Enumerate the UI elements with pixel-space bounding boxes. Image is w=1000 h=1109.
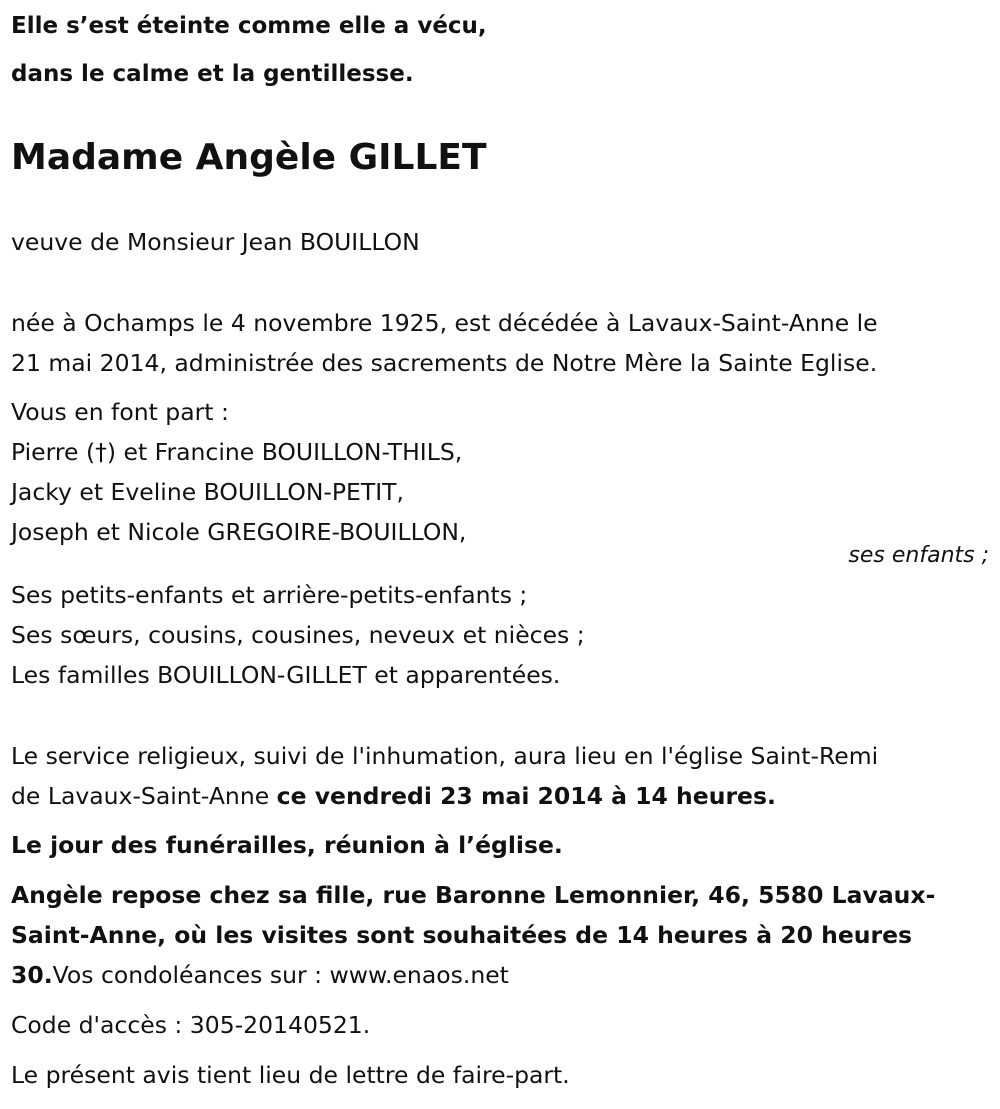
service-line-2: [11, 776, 776, 816]
deceased-name: Madame Angèle GILLET: [11, 137, 487, 178]
relative-line: Les familles BOUILLON-GILLET et apparentées.: [11, 661, 561, 689]
child-line: Jacky et Eveline BOUILLON-PETIT,: [11, 478, 405, 506]
child-line: Joseph et Nicole GREGOIRE-BOUILLON,: [11, 518, 467, 546]
visit-line-2: Saint-Anne, où les visites sont souhaitées de 14 heures à 20 heures: [11, 921, 913, 949]
family-intro: Vous en font part :: [11, 398, 229, 426]
visit-time-end: 30.: [11, 961, 53, 989]
condolences-info: Vos condoléances sur : www.enaos.net: [52, 961, 509, 989]
birth-death-line-1: née à Ochamps le 4 novembre 1925, est décédée à Lavaux-Saint-Anne le: [11, 309, 878, 337]
visit-line-1: Angèle repose chez sa fille, rue Baronne Lemonnier, 46, 5580 Lavaux-: [11, 881, 936, 909]
intro-line-1: Elle s’est éteinte comme elle a vécu,: [11, 13, 487, 39]
child-line: Pierre (†) et Francine BOUILLON-THILS,: [11, 438, 463, 466]
relative-line: Ses petits-enfants et arrière-petits-enfants ;: [11, 581, 528, 609]
spouse-line: veuve de Monsieur Jean BOUILLON: [11, 228, 420, 256]
visit-line-3: [11, 955, 509, 995]
service-place: de Lavaux-Saint-Anne: [11, 782, 277, 810]
intro-line-2: dans le calme et la gentillesse.: [11, 61, 414, 87]
service-line-1: Le service religieux, suivi de l'inhumation, aura lieu en l'église Saint-Remi: [11, 742, 879, 770]
access-code: Code d'accès : 305-20140521.: [11, 1011, 371, 1039]
relative-line: Ses sœurs, cousins, cousines, neveux et nièces ;: [11, 621, 585, 649]
meeting-info: Le jour des funérailles, réunion à l’église.: [11, 831, 563, 859]
children-label: ses enfants ;: [848, 543, 989, 568]
birth-death-line-2: 21 mai 2014, administrée des sacrements de Notre Mère la Sainte Eglise.: [11, 349, 878, 377]
service-date: ce vendredi 23 mai 2014 à 14 heures.: [276, 782, 776, 810]
notice-line: Le présent avis tient lieu de lettre de faire-part.: [11, 1061, 570, 1089]
